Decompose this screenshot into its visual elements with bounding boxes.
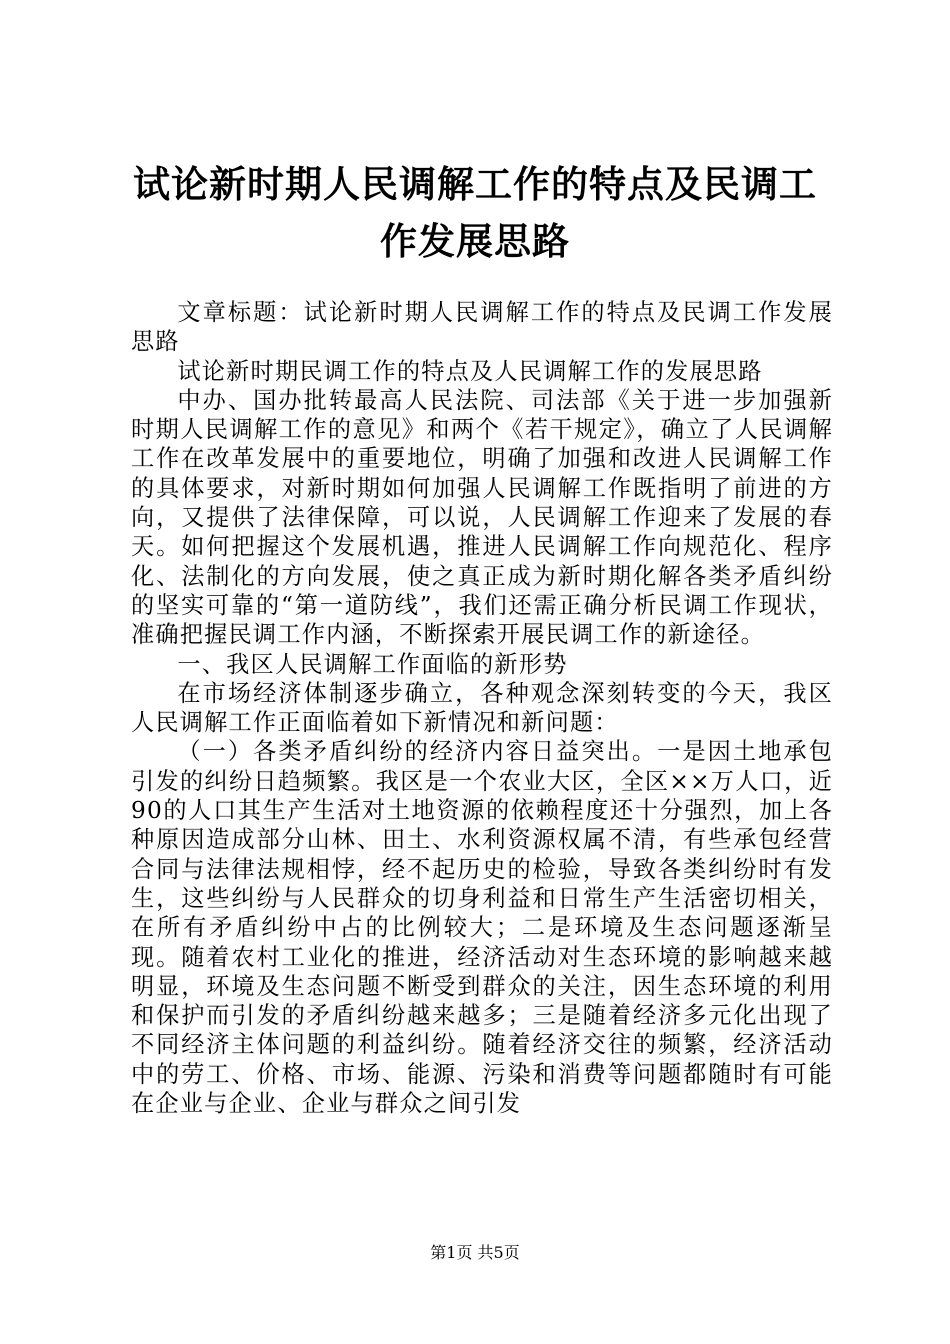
paragraph-point-1: （一）各类矛盾纠纷的经济内容日益突出。一是因土地承包引发的纠纷日趋频繁。我区是一个农业大区，全区××万人口，近90的人口其生产生活对土地资源的依赖程度还十分强烈，加上各种原因造成部分山林、田土、水利资源权属不清，有些承包经营合同与法律法规相悖，经不起历史的检验，导致各类纠纷时有发生，这些纠纷与人民群众的切身利益和日常生产生活密切相关，在所有矛盾纠纷中占的比例较大；二是环境及生态问题逐渐呈现。随着农村工业化的推进，经济活动对生态环境的影响越来越明显，环境及生态问题不断受到群众的关注，因生态环境的利用和保护而引发的矛盾纠纷越来越多；三是随着经济多元化出现了不同经济主体问题的利益纠纷。随着经济交往的频繁，经济活动中的劳工、价格、市场、能源、污染和消费等问题都随时有可能在企业与企业、企业与群众之间引发: [131, 738, 833, 1118]
section-heading-1: 一、我区人民调解工作面临的新形势: [177, 650, 568, 678]
paragraph-intro: 中办、国办批转最高人民法院、司法部《关于进一步加强新时期人民调解工作的意见》和两个《若干规定》，确立了人民调解工作在改革发展中的重要地位，明确了加强和改进人民调解工作的具体要求，对新时期如何加强人民调解工作既指明了前进的方向，又提供了法律保障，可以说，人民调解工作迎来了发展的春天。如何把握这个发展机遇，推进人民调解工作向规范化、程序化、法制化的方向发展，使之真正成为新时期化解各类矛盾纠纷的坚实可靠的“第一道防线”，我们还需正确分析民调工作现状，准确把握民调工作内涵，不断探索开展民调工作的新途径。: [131, 386, 833, 649]
document-body: [131, 298, 833, 1118]
page-footer: 第1页 共5页: [430, 1243, 520, 1262]
paragraph-situation: 在市场经济体制逐步确立，各种观念深刻转变的今天，我区人民调解工作正面临着如下新情况和新问题：: [131, 679, 833, 737]
paragraph-subtitle: 试论新时期民调工作的特点及人民调解工作的发展思路: [177, 357, 763, 385]
document-title: 试论新时期人民调解工作的特点及民调工作发展思路: [133, 162, 817, 263]
paragraph-article-title: 文章标题：试论新时期人民调解工作的特点及民调工作发展思路: [131, 299, 833, 356]
